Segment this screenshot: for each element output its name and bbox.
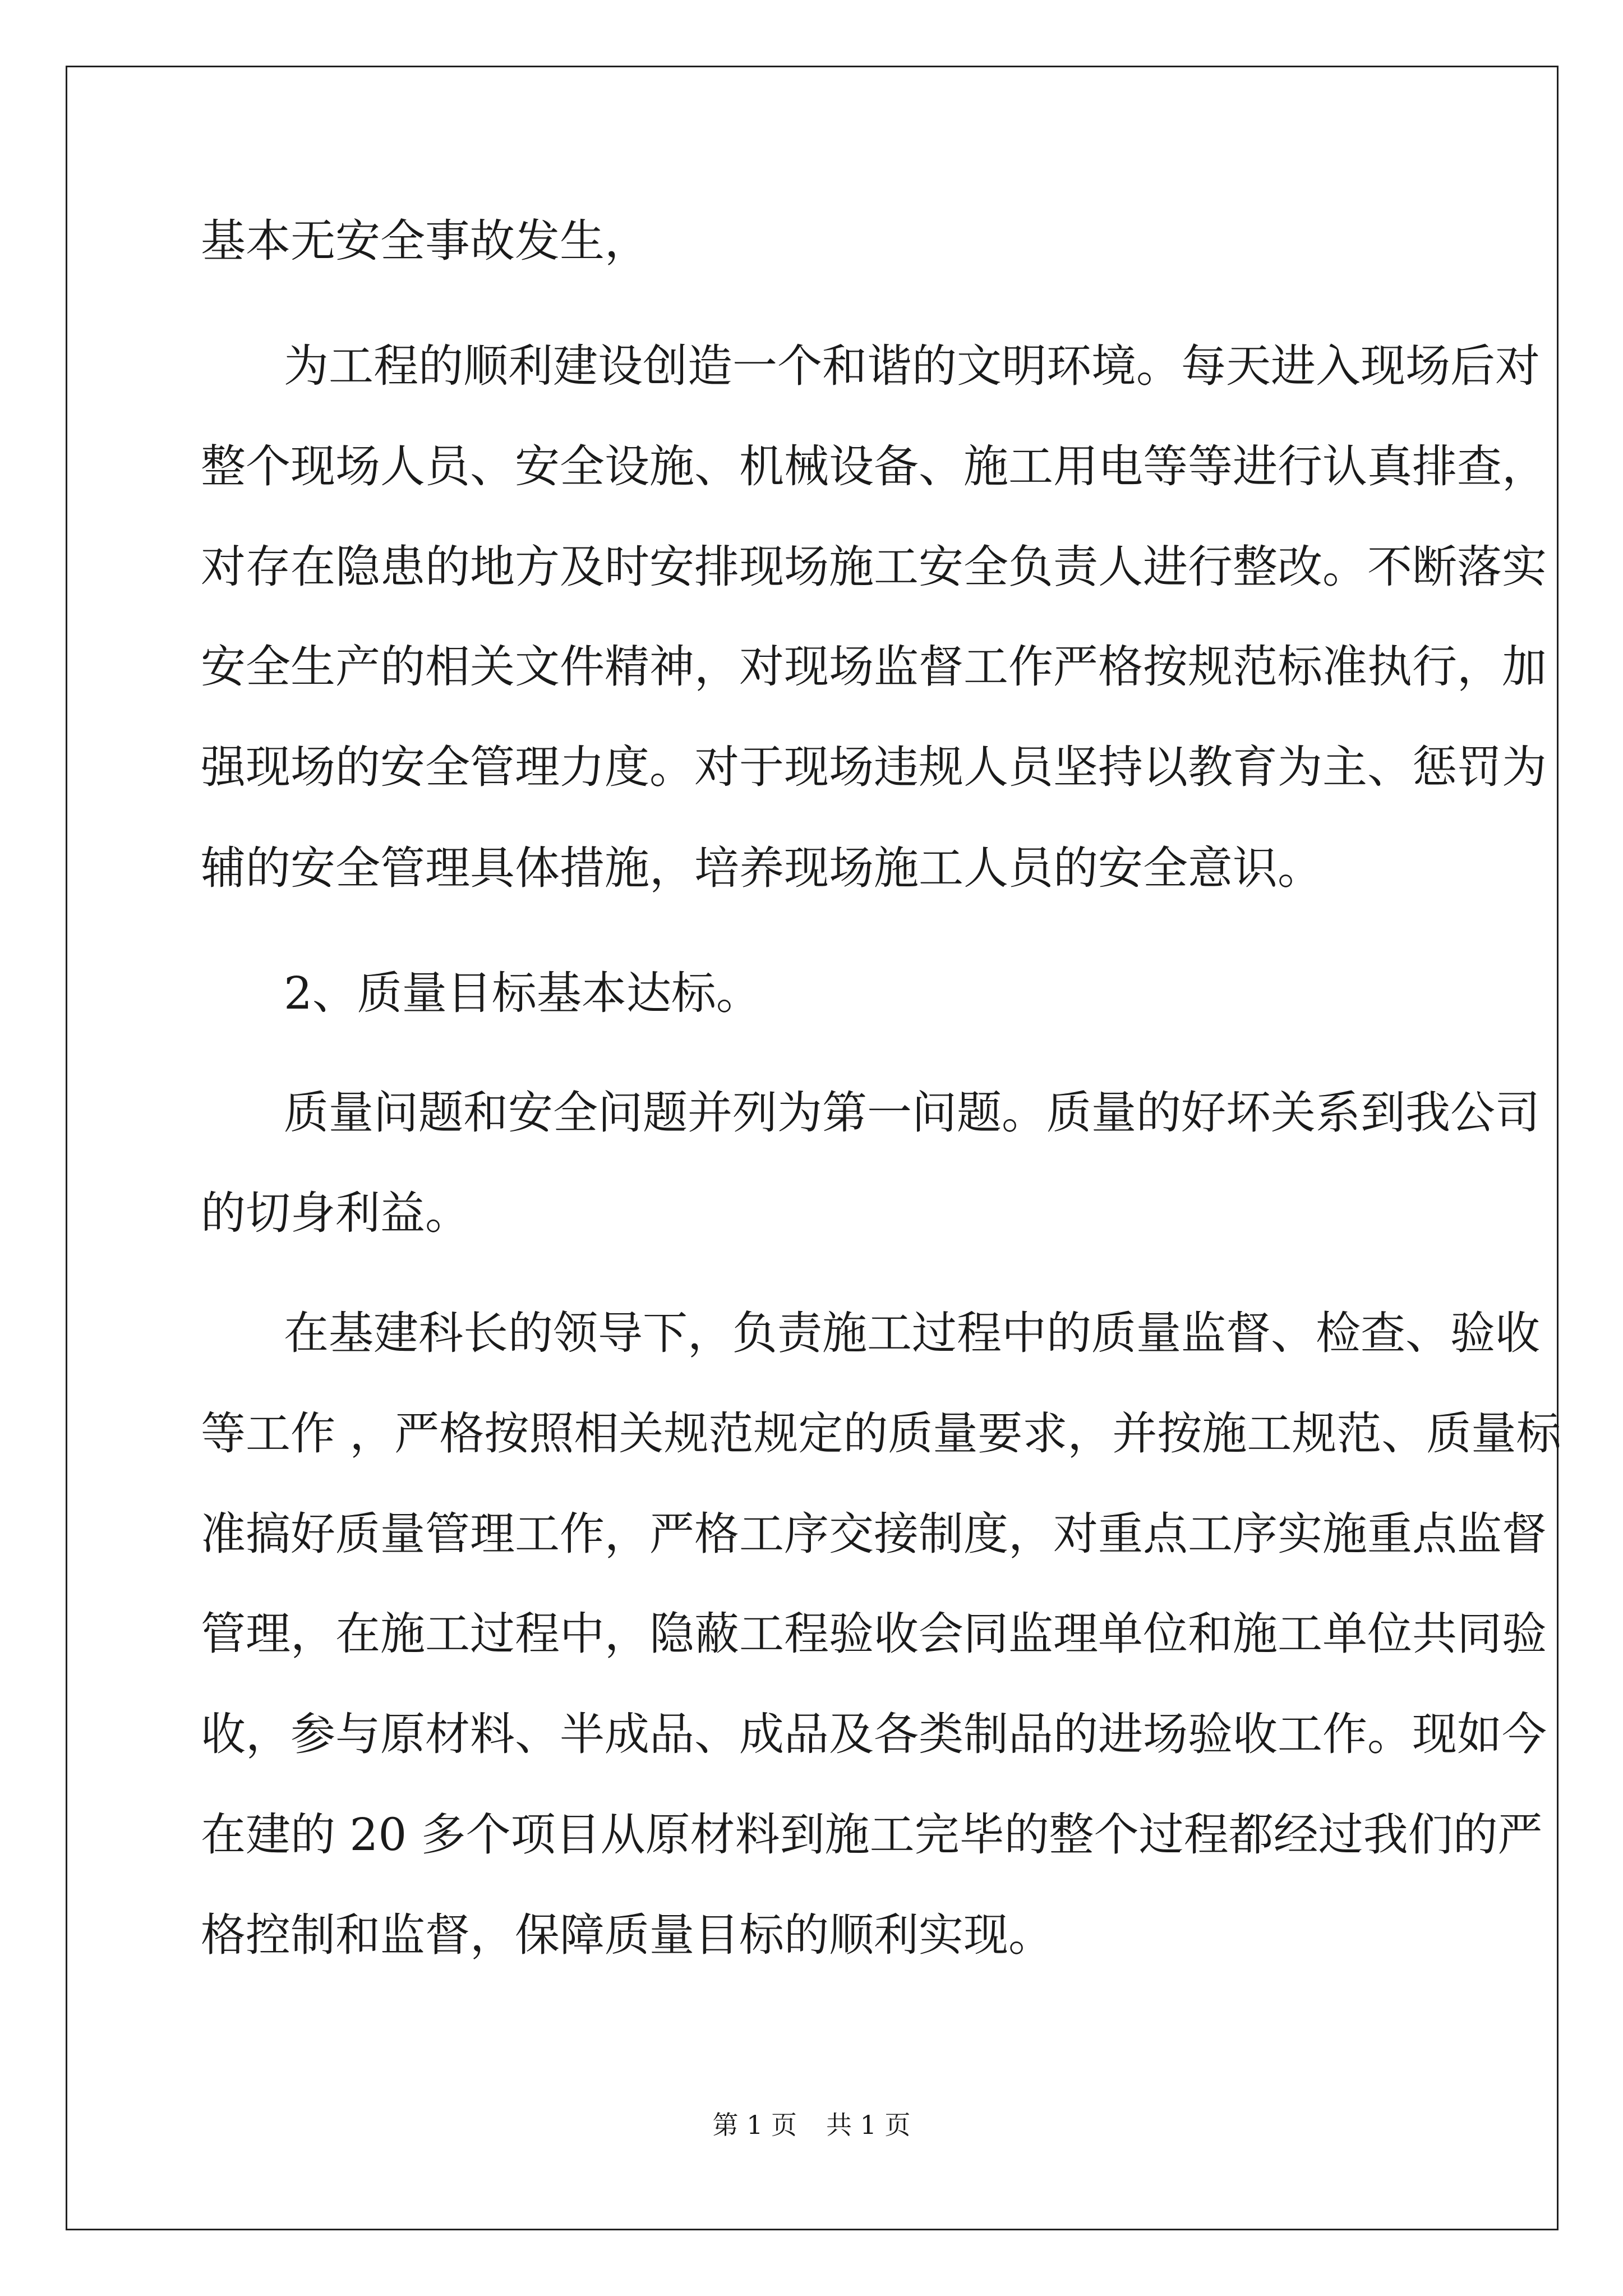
page-footer xyxy=(0,2108,1623,2142)
page-total: 共 1 页 xyxy=(826,2110,911,2140)
text-line: 辅的安全管理具体措施，培养现场施工人员的安全意识。 xyxy=(201,842,1322,894)
text-line: 收，参与原材料、半成品、成品及各类制品的进场验收工作。现如今 xyxy=(201,1708,1547,1760)
text-line: 的切身利益。 xyxy=(201,1187,470,1239)
text-line: 管理，在施工过程中，隐蔽工程验收会同监理单位和施工单位共同验 xyxy=(201,1608,1547,1660)
text-line: 安全生产的相关文件精神，对现场监督工作严格按规范标准执行，加 xyxy=(201,641,1547,693)
text-line: 强现场的安全管理力度。对于现场违规人员坚持以教育为主、惩罚为 xyxy=(201,741,1547,793)
page-number: 第 1 页 xyxy=(712,2110,797,2140)
text-line: 质量问题和安全问题并列为第一问题。质量的好坏关系到我公司 xyxy=(284,1087,1540,1139)
text-line: 基本无安全事故发生， xyxy=(201,215,649,267)
text-line: 准搞好质量管理工作，严格工序交接制度，对重点工序实施重点监督 xyxy=(201,1508,1547,1560)
text-line: 为工程的顺利建设创造一个和谐的文明环境。每天进入现场后对 xyxy=(284,340,1540,392)
text-line: 2、质量目标基本达标。 xyxy=(284,967,761,1019)
text-line: 整个现场人员、安全设施、机械设备、施工用电等等进行认真排查， xyxy=(201,440,1547,493)
text-line: 对存在隐患的地方及时安排现场施工安全负责人进行整改。不断落实 xyxy=(201,541,1547,593)
text-line: 在建的 20 多个项目从原材料到施工完毕的整个过程都经过我们的严 xyxy=(201,1809,1543,1861)
text-line: 在基建科长的领导下，负责施工过程中的质量监督、检查、验收 xyxy=(284,1307,1540,1359)
text-line: 格控制和监督，保障质量目标的顺利实现。 xyxy=(201,1909,1053,1961)
text-line: 等工作 ，严格按照相关规范规定的质量要求，并按施工规范、质量标 xyxy=(201,1407,1561,1460)
